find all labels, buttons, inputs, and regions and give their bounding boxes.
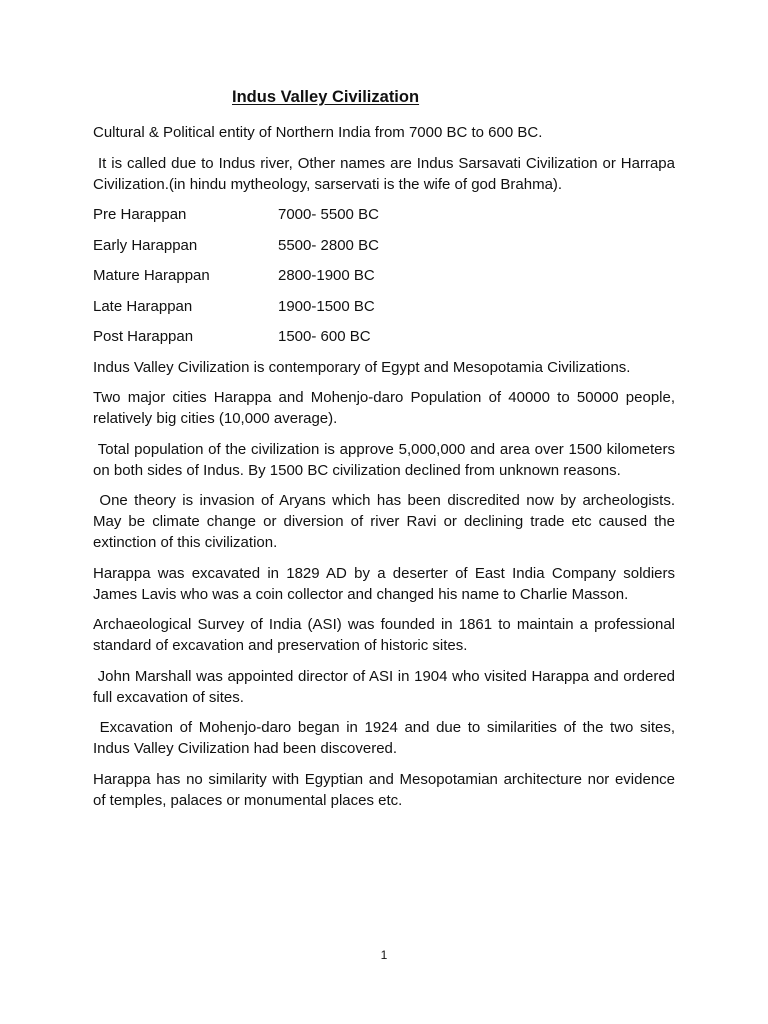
period-name: Late Harappan [93, 297, 193, 315]
period-row [93, 296, 675, 317]
period-range: 2800-1900 BC [278, 267, 375, 284]
period-row [93, 235, 675, 256]
period-table [93, 204, 675, 347]
period-range: 7000- 5500 BC [278, 206, 379, 223]
period-range: 1500- 600 BC [278, 328, 371, 345]
page-number: 1 [380, 948, 388, 962]
period-name: Mature Harappan [93, 267, 210, 284]
period-range: 5500- 2800 BC [278, 236, 379, 254]
naming-paragraph: It is called due to Indus river, Other names are Indus Sarsavati Civilization or Harrapa Civilization.(in hindu mytheology, sarservati is the wife of god Brahma). [93, 154, 675, 193]
period-row [93, 204, 675, 225]
intro-paragraph: Cultural & Political entity of Northern India from 7000 BC to 600 BC. [93, 124, 543, 141]
body-paragraph: Indus Valley Civilization is contemporary of Egypt and Mesopotamia Civilizations. [93, 358, 631, 376]
page-title: Indus Valley Civilization [232, 88, 420, 106]
period-name: Early Harappan [93, 236, 198, 254]
body-paragraph: Total population of the civilization is approve 5,000,000 and area over 1500 kilometers on both sides of Indus. By 1500 BC civilization declined from unknown reasons. [93, 440, 676, 479]
body-paragraph: John Marshall was appointed director of ASI in 1904 who visited Harappa and ordered full excavation of sites. [93, 667, 676, 706]
document-body [93, 122, 675, 820]
period-name: Pre Harappan [93, 206, 187, 223]
body-paragraph: Archaeological Survey of India (ASI) was founded in 1861 to maintain a professional standard of excavation and preservation of historic sites. [93, 616, 675, 654]
period-row [93, 326, 675, 347]
period-range: 1900-1500 BC [278, 297, 375, 315]
body-paragraph: Two major cities Harappa and Mohenjo-daro Population of 40000 to 50000 people, relatively big cities (10,000 average). [93, 389, 675, 427]
period-name: Post Harappan [93, 328, 194, 345]
body-paragraph: Harappa has no similarity with Egyptian and Mesopotamian architecture nor evidence of temples, palaces or monumental places etc. [93, 770, 675, 809]
body-paragraph: Harappa was excavated in 1829 AD by a deserter of East India Company soldiers James Lavis who was a coin collector and changed his name to Charlie Masson. [93, 564, 675, 603]
body-paragraph: Excavation of Mohenjo-daro began in 1924 and due to similarities of the two sites, Indus Valley Civilization had been discovered. [93, 719, 675, 757]
period-row [93, 265, 675, 286]
body-paragraph: One theory is invasion of Aryans which has been discredited now by archeologists. May be climate change or diversion of river Ravi or declining trade etc caused the extinction of this civilization. [93, 492, 675, 551]
